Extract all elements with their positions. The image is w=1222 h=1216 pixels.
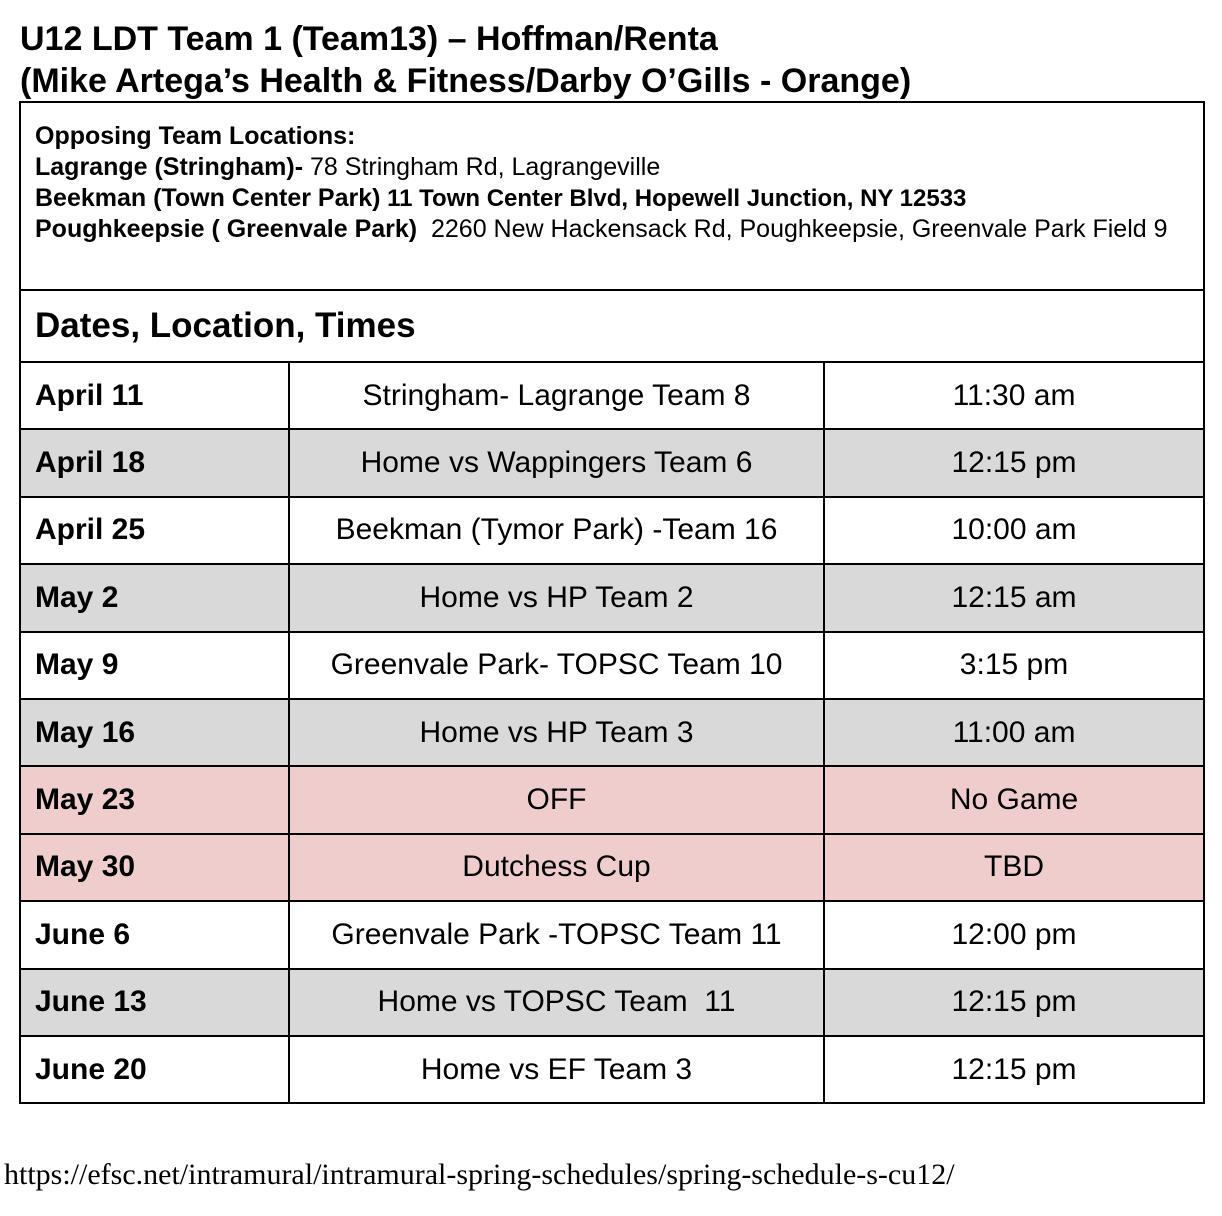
time-cell: 12:15 am <box>824 564 1204 631</box>
locations-row <box>20 102 1204 290</box>
table-row <box>20 834 1204 901</box>
table-row <box>20 699 1204 766</box>
date-cell: June 13 <box>20 969 289 1036</box>
location-name: Beekman (Town Center Park) <box>35 184 381 212</box>
location-address: 11 Town Center Blvd, Hopewell Junction, NY 12533 <box>380 185 967 212</box>
time-cell: No Game <box>824 766 1204 833</box>
location-name: Lagrange (Stringham)- <box>35 153 304 181</box>
document-title <box>20 18 1210 102</box>
date-cell: June 20 <box>20 1036 289 1103</box>
time-cell: TBD <box>824 834 1204 901</box>
table-row <box>20 429 1204 496</box>
title-line-2: (Mike Artega’s Health & Fitness/Darby O’Gills - Orange) <box>20 62 912 100</box>
location-cell: Stringham- Lagrange Team 8 <box>289 362 824 429</box>
source-url: https://efsc.net/intramural/intramural-spring-schedules/spring-schedule-s-cu12/ <box>4 1158 955 1191</box>
location-cell: Greenvale Park- TOPSC Team 10 <box>289 632 824 699</box>
location-address: 2260 New Hackensack Rd, Poughkeepsie, Greenvale Park Field 9 <box>417 215 1168 243</box>
time-cell: 11:30 am <box>824 362 1204 429</box>
location-cell: Greenvale Park -TOPSC Team 11 <box>289 901 824 968</box>
date-cell: May 16 <box>20 699 289 766</box>
table-row <box>20 901 1204 968</box>
table-row <box>20 969 1204 1036</box>
schedule-heading: Dates, Location, Times <box>20 290 1204 362</box>
location-cell: Home vs HP Team 3 <box>289 699 824 766</box>
schedule-table <box>19 101 1205 1104</box>
date-cell: June 6 <box>20 901 289 968</box>
schedule-body <box>20 362 1204 1103</box>
location-cell: Home vs Wappingers Team 6 <box>289 429 824 496</box>
location-item-beekman <box>35 183 1189 214</box>
date-cell: April 18 <box>20 429 289 496</box>
location-cell: Beekman (Tymor Park) -Team 16 <box>289 497 824 564</box>
date-cell: May 9 <box>20 632 289 699</box>
locations-cell <box>20 102 1204 290</box>
date-cell: May 2 <box>20 564 289 631</box>
location-cell: Home vs TOPSC Team 11 <box>289 969 824 1036</box>
location-address: 78 Stringham Rd, Lagrangeville <box>303 153 661 181</box>
time-cell: 12:00 pm <box>824 901 1204 968</box>
location-cell: Home vs HP Team 2 <box>289 564 824 631</box>
location-name: Poughkeepsie ( Greenvale Park) <box>35 215 418 243</box>
time-cell: 12:15 pm <box>824 429 1204 496</box>
date-cell: May 30 <box>20 834 289 901</box>
locations-heading: Opposing Team Locations: <box>35 122 356 150</box>
table-row <box>20 362 1204 429</box>
schedule-heading-row <box>20 290 1204 362</box>
table-row <box>20 1036 1204 1103</box>
date-cell: April 25 <box>20 497 289 564</box>
time-cell: 12:15 pm <box>824 1036 1204 1103</box>
table-row <box>20 632 1204 699</box>
date-cell: May 23 <box>20 766 289 833</box>
location-cell: Dutchess Cup <box>289 834 824 901</box>
location-item-lagrange <box>35 152 1189 183</box>
time-cell: 11:00 am <box>824 699 1204 766</box>
table-row <box>20 564 1204 631</box>
location-item-poughkeepsie <box>35 214 1189 245</box>
title-line-1: U12 LDT Team 1 (Team13) – Hoffman/Renta <box>20 20 718 58</box>
date-cell: April 11 <box>20 362 289 429</box>
time-cell: 10:00 am <box>824 497 1204 564</box>
table-row <box>20 497 1204 564</box>
location-cell: OFF <box>289 766 824 833</box>
location-cell: Home vs EF Team 3 <box>289 1036 824 1103</box>
time-cell: 12:15 pm <box>824 969 1204 1036</box>
time-cell: 3:15 pm <box>824 632 1204 699</box>
table-row <box>20 766 1204 833</box>
